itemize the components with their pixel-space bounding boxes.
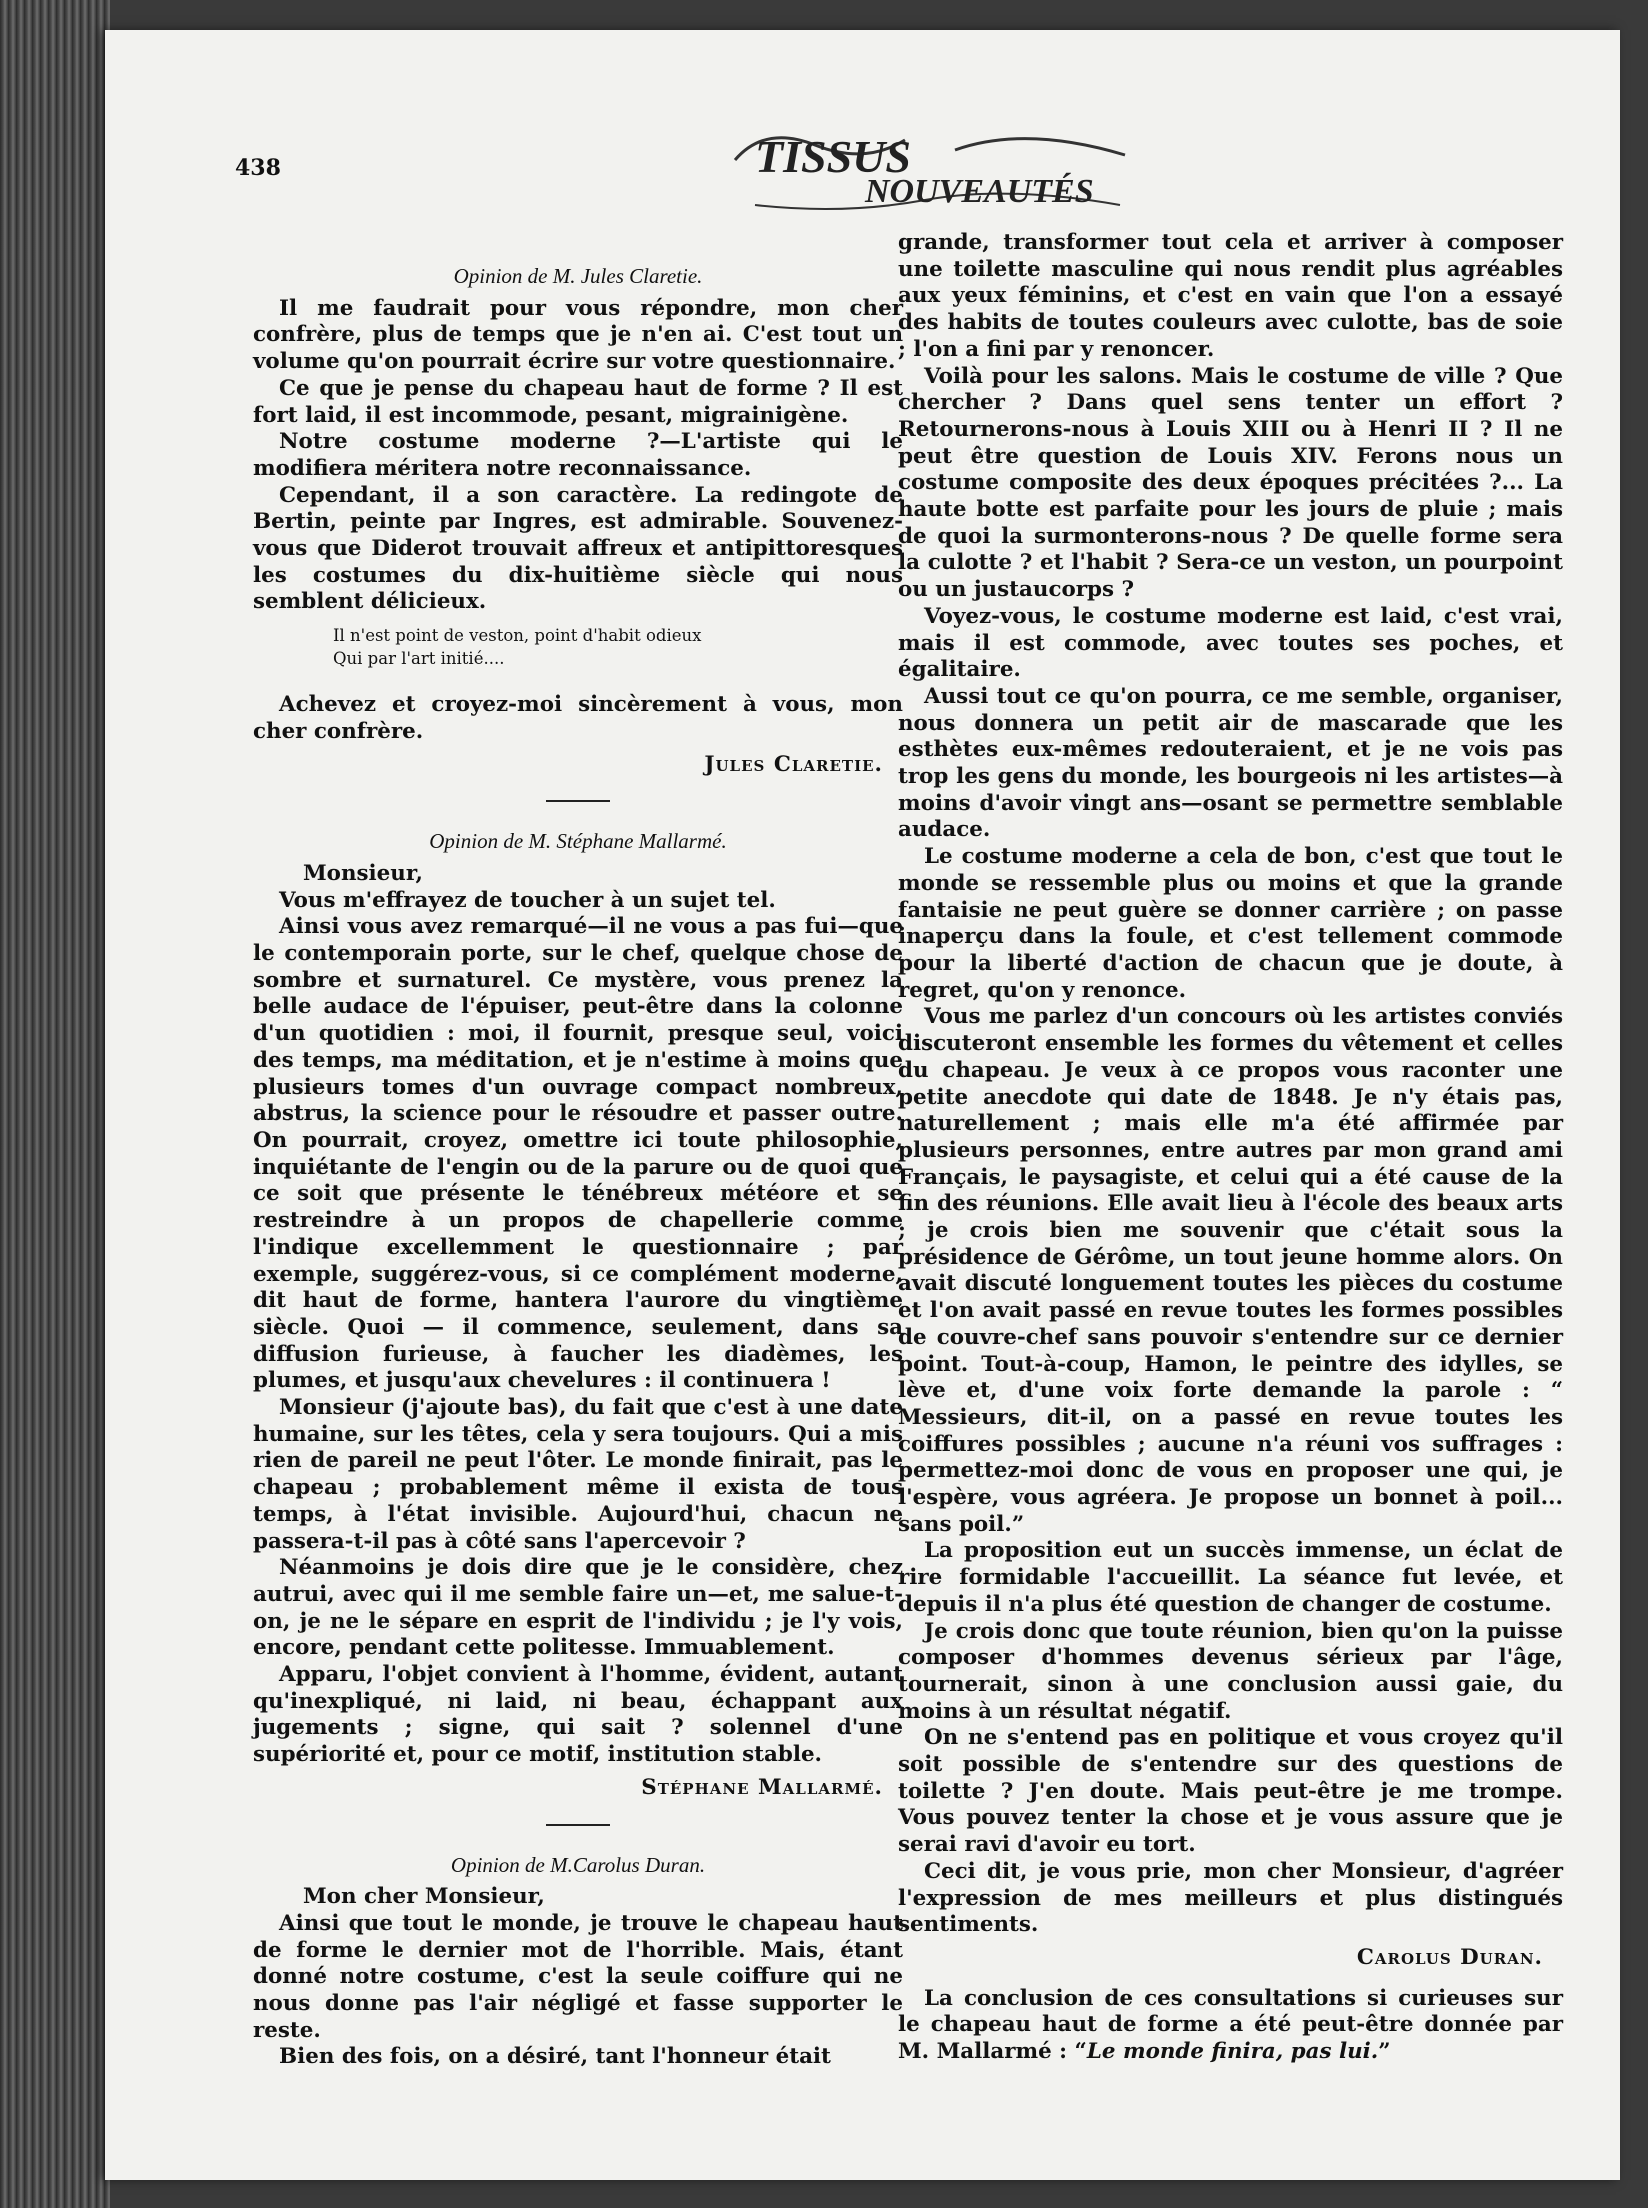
claretie-verse	[333, 624, 903, 670]
mallarme-paragraph-2: Ainsi vous avez remarqué—il ne vous a pas fui—que le contemporain porte, sur le chef, quelque chose de sombre et surnaturel. Ce mystère, vous prenez la belle audace de l'épuiser, peut-être dans la colonne d'un quotidien : moi, il fournit, presque seul, voici des temps, ma méditation, et je n'estime à moins que plusieurs tomes d'un ouvrage compact nombreux, abstrus, la science pour le résoudre et passer outre. On pourrait, croyez, omettre ici toute philosophie, inquiétante de l'engin ou de la parure ou de quoi que ce soit que présente le ténébreux météore et se restreindre à un propos de chapellerie comme l'indique excellemment le questionnaire ; par exemple, suggérez-vous, si ce complément moderne, dit haut de forme, hantera l'aurore du vingtième siècle. Quoi — il commence, seulement, dans sa diffusion furieuse, à faucher les diadèmes, les plumes, et jusqu'aux chevelures : il continuera !	[253, 914, 903, 1394]
duran-paragraph-3: Voilà pour les salons. Mais le costume de ville ? Que chercher ? Dans quel sens tenter un effort ? Retournerons-nous à Louis XIII ou à Henri II ? Il ne peut être question de Louis XIV. Ferons nous un costume composite des deux époques précitées ?... La haute botte est parfaite pour les jours de pluie ; mais de quoi la surmonterons-nous ? De quelle forme sera la culotte ? et l'habit ? Sera-ce un veston, un pourpoint ou un justaucorps ?	[898, 363, 1563, 603]
conclusion-paragraph	[898, 1986, 1563, 2066]
masthead-logo	[725, 120, 1135, 220]
mallarme-paragraph-3: Monsieur (j'ajoute bas), du fait que c'est à une date humaine, sur les têtes, cela y sera toujours. Qui a mis rien de pareil ne peut l'ôter. Le monde finirait, pas le chapeau ; probablement même il exista de tous temps, à l'état invisible. Aujourd'hui, chacun ne passera-t-il pas à côté sans l'apercevoir ?	[253, 1395, 903, 1554]
conclusion-close: ”	[1378, 2039, 1391, 2065]
verse-line-2: Qui par l'art initié....	[333, 649, 505, 669]
claretie-paragraph-2: Ce que je pense du chapeau haut de forme ? Il est fort laid, il est incommode, pesant, migrainigène.	[253, 375, 903, 428]
masthead-line2: NOUVEAUTÉS	[865, 173, 1094, 210]
section-divider	[546, 800, 610, 802]
duran-paragraph-4: Voyez-vous, le costume moderne est laid, c'est vrai, mais il est commode, avec toutes ses poches, et égalitaire.	[898, 603, 1563, 683]
mallarme-heading: Opinion de M. Stéphane Mallarmé.	[429, 829, 727, 854]
mallarme-signature: Stéphane Mallarmé.	[641, 1774, 883, 1800]
right-column	[898, 230, 1563, 2066]
duran-paragraph-1: Ainsi que tout le monde, je trouve le chapeau haut de forme le dernier mot de l'horrible. Mais, étant donné notre costume, c'est la seule coiffure qui ne nous donne pas l'air négligé et fasse supporter le reste.	[253, 1910, 903, 2043]
duran-paragraph-9: Je crois donc que toute réunion, bien qu'on la puisse composer d'hommes devenus sérieux par l'âge, tournerait, sinon à une conclusion aussi gaie, du moins à un résultat négatif.	[898, 1618, 1563, 1724]
masthead-line1: TISSUS	[755, 131, 911, 182]
conclusion-text: La conclusion de ces consultations si curieuses sur le chapeau haut de forme a été peut-être donnée par M. Mallarmé : “	[898, 1985, 1563, 2065]
claretie-paragraph-5: Achevez et croyez-moi sincèrement à vous, mon cher confrère.	[253, 692, 903, 744]
magazine-page	[105, 30, 1620, 2180]
mallarme-paragraph-5: Apparu, l'objet convient à l'homme, évident, autant qu'inexpliqué, ni laid, ni beau, échappant aux jugements ; signe, qui sait ? solennel d'une supériorité et, pour ce motif, institution stable.	[253, 1662, 903, 1768]
masthead-logo-art	[725, 120, 1135, 220]
duran-salutation: Mon cher Monsieur,	[303, 1884, 545, 1910]
verse-line-1: Il n'est point de veston, point d'habit odieux	[333, 626, 702, 646]
claretie-paragraph-3: Notre costume moderne ?—L'artiste qui le modifiera méritera notre reconnaissance.	[253, 429, 903, 481]
duran-paragraph-6: Le costume moderne a cela de bon, c'est que tout le monde se ressemble plus ou moins et que la grande fantaisie ne peut guère se donner carrière ; on passe inaperçu dans la foule, et c'est tellement commode pour la liberté d'action de chacun que je doute, à regret, qu'on y renonce.	[898, 844, 1563, 1003]
mallarme-paragraph-1: Vous m'effrayez de toucher à un sujet tel.	[279, 887, 776, 913]
claretie-paragraph-4: Cependant, il a son caractère. La redingote de Bertin, peinte par Ingres, est admirable. Souvenez-vous que Diderot trouvait affreux et antipittoresques les costumes du dix-huitième siècle qui nous semblent délicieux.	[253, 482, 903, 615]
mallarme-salutation: Monsieur,	[303, 860, 423, 886]
left-column	[253, 255, 903, 2071]
mallarme-paragraph-4: Néanmoins je dois dire que je le considère, chez autrui, avec qui il me semble faire un—et, me salue-t-on, je ne le sépare en esprit de l'individu ; je l'y vois, encore, pendant cette politesse. Immuablement.	[253, 1555, 903, 1661]
duran-signature: Carolus Duran.	[1356, 1945, 1543, 1970]
duran-paragraph-5: Aussi tout ce qu'on pourra, ce me semble, organiser, nous donnera un petit air de mascarade que les esthètes eux-mêmes redouteraient, et je ne vois pas trop les gens du monde, les bourgeois ni les artistes—à moins d'avoir vingt ans—osant se permettre semblable audace.	[898, 683, 1563, 843]
duran-paragraph-7: Vous me parlez d'un concours où les artistes conviés discuteront ensemble les formes du vêtement et celles du chapeau. Je veux à ce propos vous raconter une petite anecdote qui date de 1848. Je n'y étais pas, naturellement ; mais elle m'a été affirmée par plusieurs personnes, entre autres par mon grand ami Français, le paysagiste, et celui qui a été cause de la fin des réunions. Elle avait lieu à l'école des beaux arts ; je crois bien me souvenir que c'était sous la présidence de Gérôme, un tout jeune homme alors. On avait discuté longuement toutes les pièces du costume et l'on avait passé en revue toutes les formes possibles de couvre-chef sans pouvoir s'entendre sur ce dernier point. Tout-à-coup, Hamon, le peintre des idylles, se lève et, d'une voix forte demande la parole : “ Messieurs, dit-il, on a passé en revue toutes les coiffures possibles ; aucune n'a réuni vos suffrages : permettez-moi donc de vous en proposer une qui, je l'espère, vous agréera. Je propose un bonnet à poil... sans poil.”	[898, 1004, 1563, 1537]
duran-heading: Opinion de M.Carolus Duran.	[450, 1852, 706, 1877]
duran-paragraph-2: Bien des fois, on a désiré, tant l'honneur était	[279, 2044, 831, 2070]
claretie-paragraph-1: Il me faudrait pour vous répondre, mon cher confrère, plus de temps que je n'en ai. C'est tout un volume qu'on pourrait écrire sur votre questionnaire.	[253, 295, 903, 375]
claretie-heading: Opinion de M. Jules Claretie.	[453, 264, 703, 288]
duran-continued-paragraph: grande, transformer tout cela et arriver à composer une toilette masculine qui nous rendit plus agréables aux yeux féminins, et c'est en vain que l'on a essayé des habits de toutes couleurs avec culotte, bas de soie ; l'on a fini par y renoncer.	[898, 230, 1563, 362]
conclusion-quote: Le monde finira, pas lui.	[1086, 2039, 1379, 2065]
claretie-signature: Jules Claretie.	[704, 751, 883, 777]
duran-paragraph-10: On ne s'entend pas en politique et vous croyez qu'il soit possible de s'entendre sur des questions de toilette ? J'en doute. Mais peut-être je me trompe. Vous pouvez tenter la chose et je vous assure que je serai ravi d'avoir eu tort.	[898, 1725, 1563, 1858]
section-divider	[546, 1824, 610, 1826]
book-page-edges	[0, 0, 110, 2208]
page-number: 438	[235, 155, 281, 181]
duran-paragraph-11: Ceci dit, je vous prie, mon cher Monsieur, d'agréer l'expression de mes meilleurs et plus distingués sentiments.	[898, 1858, 1563, 1938]
duran-paragraph-8: La proposition eut un succès immense, un éclat de rire formidable l'accueillit. La séance fut levée, et depuis il n'a plus été question de changer de costume.	[898, 1538, 1563, 1617]
